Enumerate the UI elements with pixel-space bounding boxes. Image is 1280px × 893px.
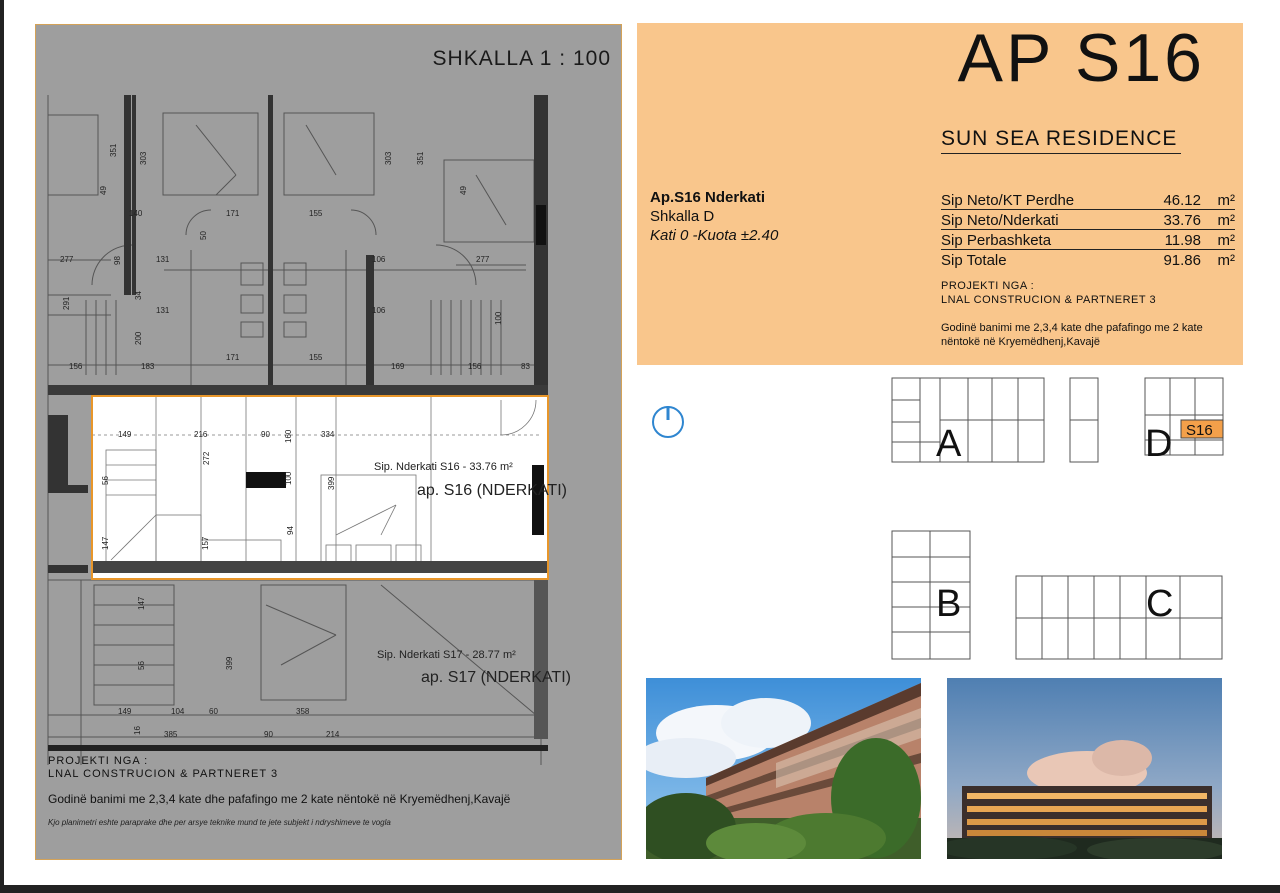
- area-row: [941, 250, 1235, 269]
- svg-text:156: 156: [69, 362, 83, 371]
- svg-text:399: 399: [327, 476, 336, 490]
- apt-s17-area-label: Sip. Nderkati S17 - 28.77 m²: [377, 649, 516, 661]
- svg-text:94: 94: [286, 526, 295, 535]
- svg-text:171: 171: [226, 209, 240, 218]
- svg-text:50: 50: [199, 231, 208, 240]
- svg-text:83: 83: [521, 362, 530, 371]
- area-row: [941, 190, 1235, 210]
- area-unit: m²: [1217, 212, 1235, 229]
- info-project-by: [941, 279, 1156, 307]
- svg-text:106: 106: [372, 306, 386, 315]
- scale-label: SHKALLA 1 : 100: [432, 47, 611, 70]
- area-value: 91.86: [1163, 252, 1201, 269]
- svg-text:277: 277: [476, 255, 490, 264]
- area-unit: m²: [1217, 232, 1235, 249]
- svg-text:56: 56: [137, 661, 146, 670]
- area-row: [941, 230, 1235, 250]
- block-d-label: D: [1145, 423, 1173, 465]
- svg-text:100: 100: [494, 311, 503, 325]
- svg-text:334: 334: [321, 430, 335, 439]
- frame-left-edge: [0, 0, 4, 893]
- svg-text:90: 90: [261, 430, 270, 439]
- svg-text:156: 156: [468, 362, 482, 371]
- svg-text:49: 49: [459, 186, 468, 195]
- building-render-day: [646, 678, 921, 859]
- svg-text:131: 131: [156, 255, 170, 264]
- apartment-info-panel: [637, 20, 1243, 365]
- svg-text:351: 351: [109, 143, 118, 157]
- plan-notes: [48, 755, 608, 827]
- svg-text:272: 272: [202, 451, 211, 465]
- svg-text:157: 157: [201, 536, 210, 550]
- svg-text:16: 16: [133, 726, 142, 735]
- floor-plan-panel: [35, 24, 622, 860]
- area-value: 33.76: [1163, 212, 1201, 229]
- svg-text:303: 303: [139, 151, 148, 165]
- block-c-label: C: [1146, 583, 1174, 625]
- block-b-label: B: [936, 583, 962, 625]
- svg-text:149: 149: [118, 707, 132, 716]
- svg-text:160: 160: [284, 429, 293, 443]
- area-unit: m²: [1217, 192, 1235, 209]
- svg-text:277: 277: [60, 255, 74, 264]
- svg-text:60: 60: [209, 707, 218, 716]
- svg-text:155: 155: [309, 209, 323, 218]
- svg-text:147: 147: [137, 596, 146, 610]
- info-building-description: Godinë banimi me 2,3,4 kate dhe pafafingo me 2 kate nëntokë në Kryemëdhenj,Kavajë: [941, 322, 1203, 348]
- svg-text:149: 149: [118, 430, 132, 439]
- area-label: Sip Neto/Nderkati: [941, 212, 1059, 229]
- svg-text:399: 399: [225, 656, 234, 670]
- info-project-by-label: PROJEKTI NGA :: [941, 280, 1035, 292]
- apartment-level: Kati 0 -Kuota ±2.40: [650, 227, 779, 244]
- svg-text:34: 34: [134, 291, 143, 300]
- svg-text:385: 385: [164, 730, 178, 739]
- apt-s16-area-label: Sip. Nderkati S16 - 33.76 m²: [374, 461, 513, 473]
- area-unit: m²: [1217, 252, 1235, 269]
- apartment-stair: Shkalla D: [650, 208, 715, 225]
- residence-name: SUN SEA RESIDENCE: [941, 127, 1181, 154]
- plan-company-name: LNAL CONSTRUCION & PARTNERET 3: [48, 768, 279, 780]
- svg-text:49: 49: [99, 186, 108, 195]
- svg-text:169: 169: [391, 362, 405, 371]
- area-label: Sip Perbashketa: [941, 232, 1052, 249]
- apartment-title: AP S16: [957, 20, 1205, 96]
- svg-text:303: 303: [384, 151, 393, 165]
- svg-text:200: 200: [134, 331, 143, 345]
- svg-text:147: 147: [101, 536, 110, 550]
- svg-text:216: 216: [194, 430, 208, 439]
- svg-text:56: 56: [101, 476, 110, 485]
- site-key-plan: [880, 370, 1240, 670]
- area-value: 11.98: [1164, 232, 1201, 249]
- svg-text:214: 214: [326, 730, 340, 739]
- area-table: [941, 190, 1235, 269]
- plan-disclaimer: Kjo planimetri eshte paraprake dhe per arsye teknike mund te jete subjekt i ndryshimeve te vogla: [48, 818, 391, 827]
- info-company-name: LNAL CONSTRUCION & PARTNERET 3: [941, 294, 1157, 306]
- compass-icon: [650, 404, 686, 440]
- svg-text:98: 98: [113, 256, 122, 265]
- svg-text:155: 155: [309, 353, 323, 362]
- svg-text:291: 291: [62, 296, 71, 310]
- plan-building-description: Godinë banimi me 2,3,4 kate dhe pafafingo me 2 kate nëntokë në Kryemëdhenj,Kavajë: [48, 792, 511, 806]
- svg-text:106: 106: [372, 255, 386, 264]
- svg-text:183: 183: [141, 362, 155, 371]
- area-value: 46.12: [1163, 192, 1201, 209]
- svg-text:351: 351: [416, 151, 425, 165]
- svg-text:140: 140: [129, 209, 143, 218]
- svg-text:358: 358: [296, 707, 310, 716]
- svg-text:104: 104: [171, 707, 185, 716]
- building-render-dusk: [947, 678, 1222, 859]
- apt-s16-name: ap. S16 (NDERKATI): [417, 482, 567, 499]
- apt-s17-name: ap. S17 (NDERKATI): [421, 669, 571, 686]
- block-a-label: A: [936, 423, 962, 465]
- svg-text:131: 131: [156, 306, 170, 315]
- apartment-name: Ap.S16 Nderkati: [650, 189, 766, 206]
- frame-bottom-edge: [0, 885, 1280, 893]
- floor-plan-drawing: [36, 25, 622, 860]
- svg-text:171: 171: [226, 353, 240, 362]
- svg-text:90: 90: [264, 730, 273, 739]
- s16-unit-label: S16: [1186, 422, 1213, 439]
- area-label: Sip Neto/KT Perdhe: [941, 192, 1075, 209]
- svg-text:100: 100: [284, 471, 293, 485]
- area-label: Sip Totale: [941, 252, 1007, 269]
- apartment-details: [650, 189, 778, 244]
- area-row: [941, 210, 1235, 230]
- plan-project-by-label: PROJEKTI NGA :: [48, 755, 149, 767]
